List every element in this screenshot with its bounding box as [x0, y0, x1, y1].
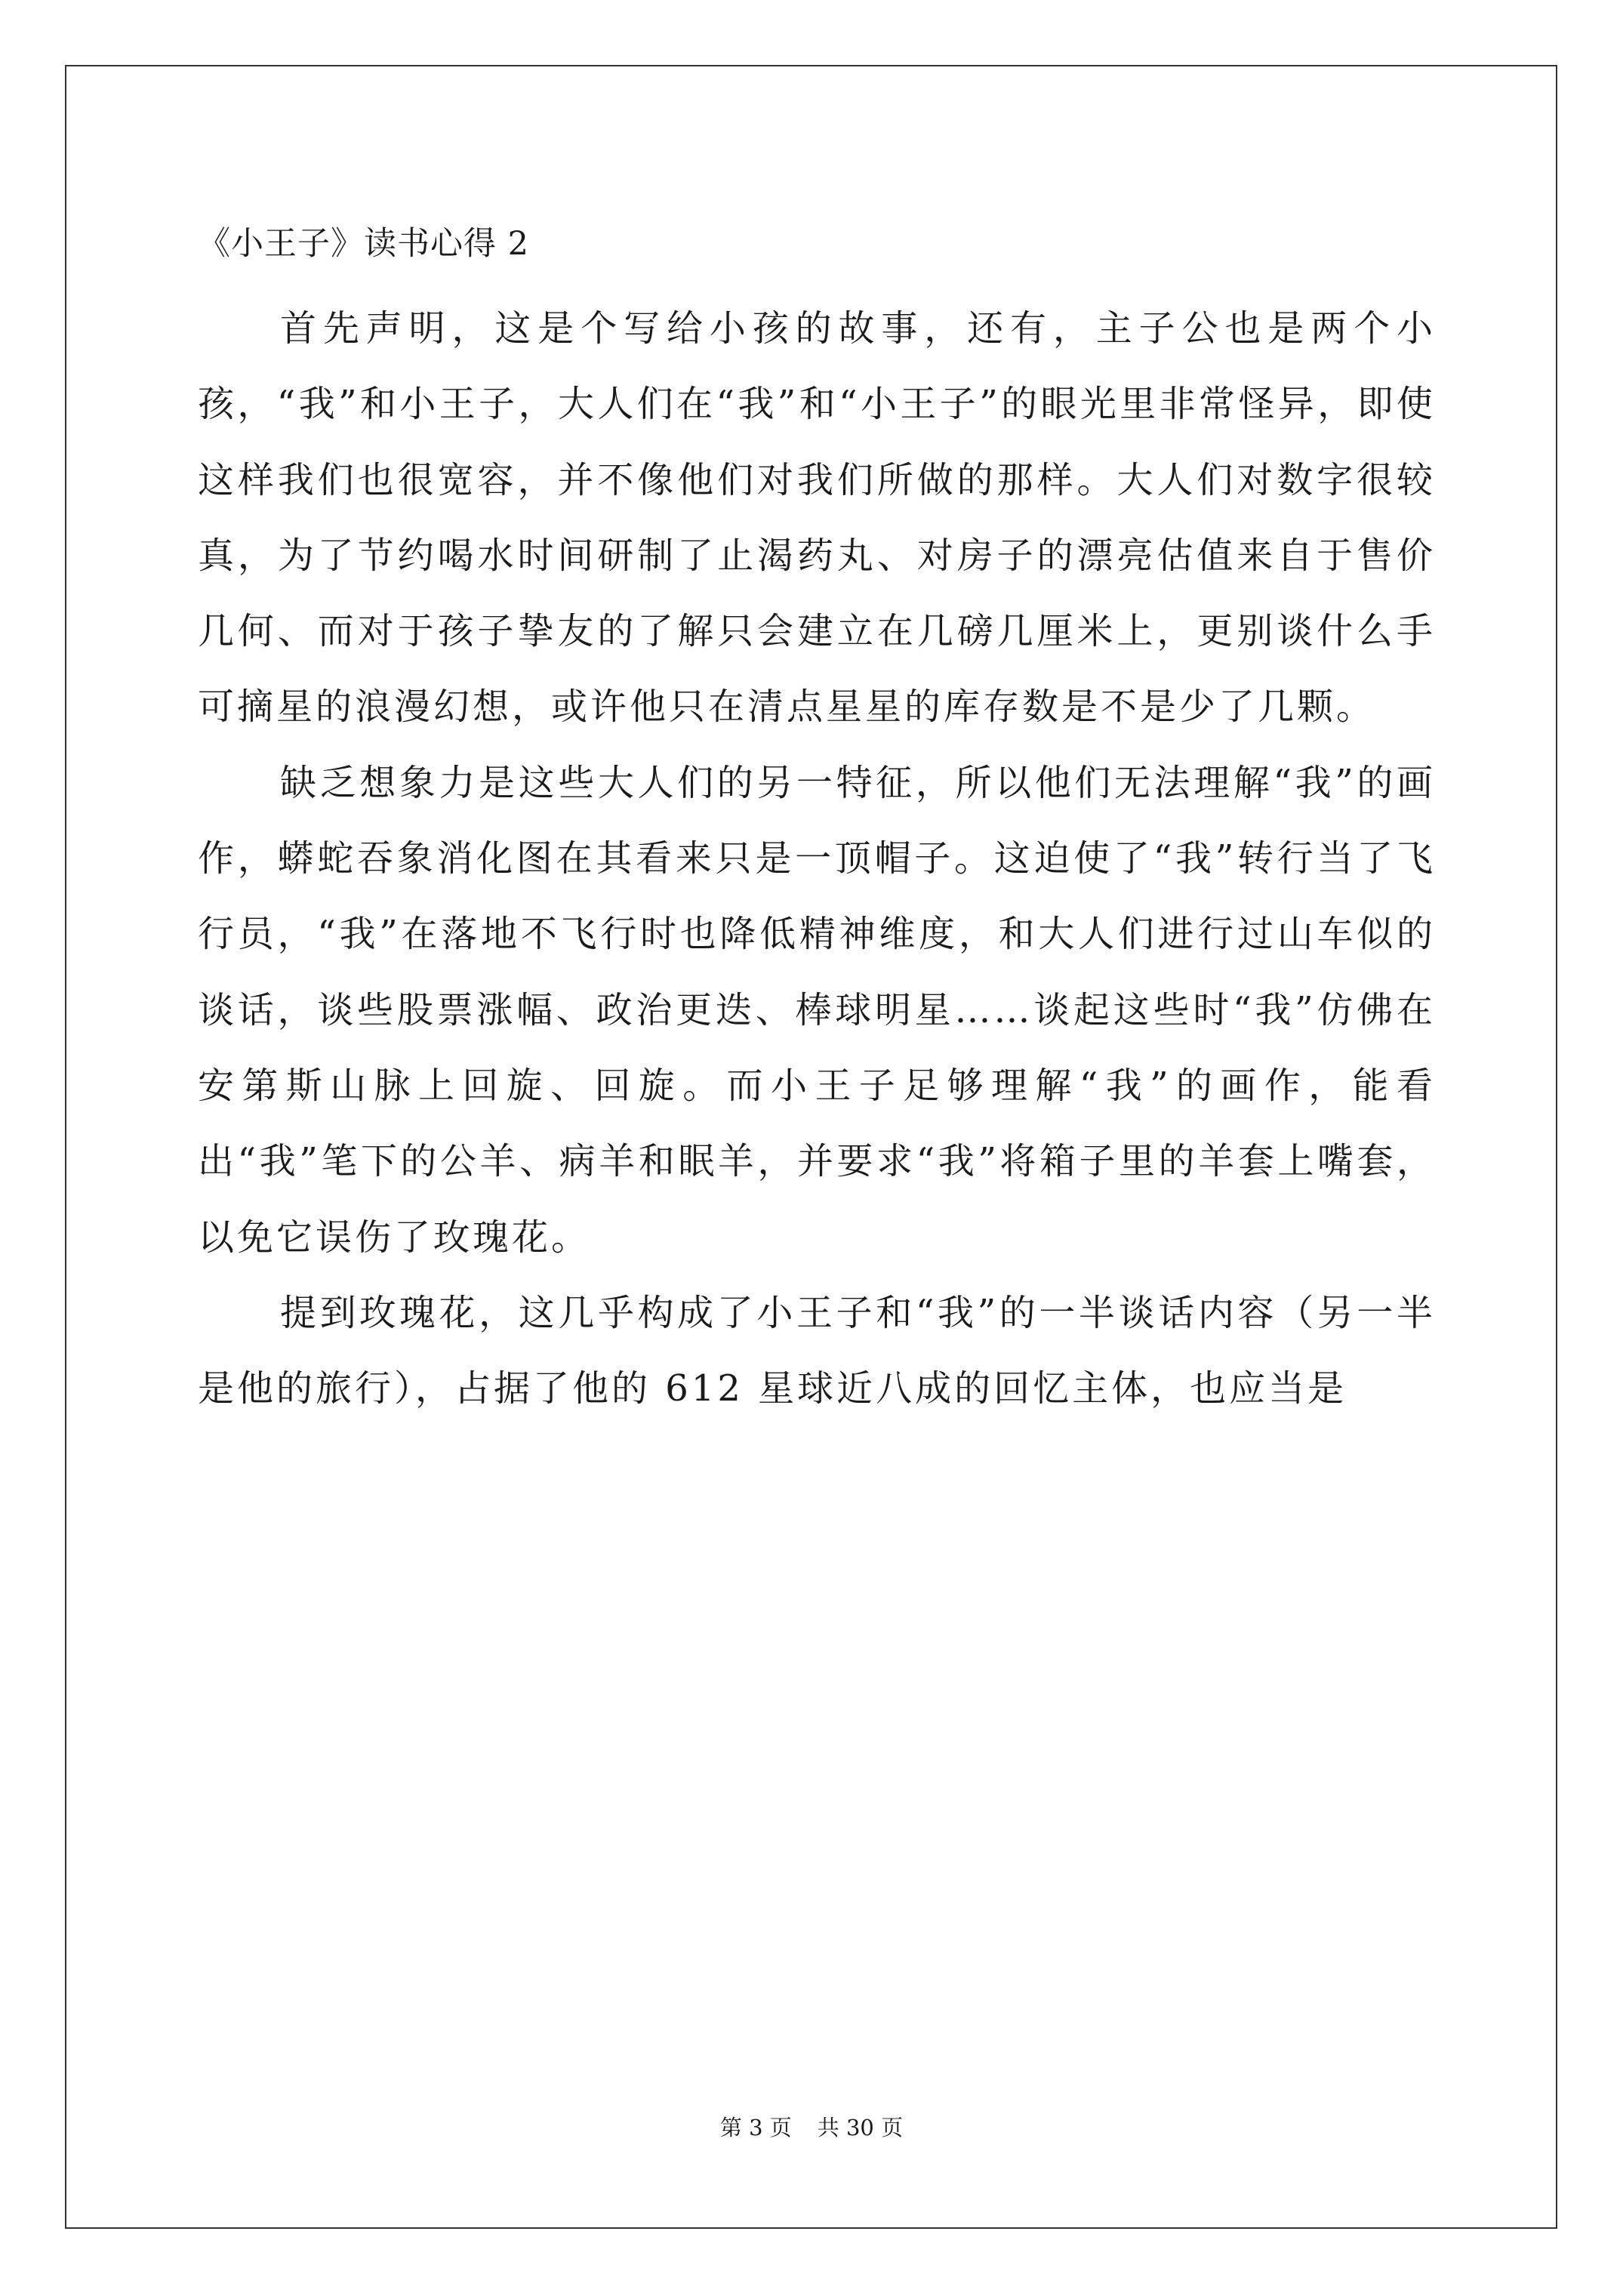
paragraph-1: 首先声明，这是个写给小孩的故事，还有，主子公也是两个小孩，“我”和小王子，大人们在“我”和“小王子”的眼光里非常怪异，即使这样我们也很宽容，并不像他们对我们所做的那样。大人们对数字很较真，为了节约喝水时间研制了止渴药丸、对房子的漂亮估值来自于售价几何、而对于孩子挚友的了解只会建立在几磅几厘米上，更别谈什么手可摘星的浪漫幻想，或许他只在清点星星的库存数是不是少了几颗。 — [198, 307, 1436, 729]
page-footer — [0, 2113, 1623, 2143]
document-title: 《小王子》读书心得 2 — [198, 225, 530, 263]
document-body — [198, 291, 1436, 1426]
paragraph-2: 缺乏想象力是这些大人们的另一特征，所以他们无法理解“我”的画作，蟒蛇吞象消化图在其看来只是一顶帽子。这迫使了“我”转行当了飞行员，“我”在落地不飞行时也降低精神维度，和大人们进行过山车似的谈话，谈些股票涨幅、政治更迭、棒球明星……谈起这些时“我”仿佛在安第斯山脉上回旋、回旋。而小王子足够理解“我”的画作，能看出“我”笔下的公羊、病羊和眠羊，并要求“我”将箱子里的羊套上嘴套，以免它误伤了玫瑰花。 — [198, 761, 1436, 1259]
page-number: 第 3 页 — [719, 2115, 792, 2140]
page-total: 共 30 页 — [817, 2115, 904, 2140]
paragraph-3: 提到玫瑰花，这几乎构成了小王子和“我”的一半谈话内容（另一半是他的旅行），占据了他的 612 星球近八成的回忆主体，也应当是 — [198, 1291, 1436, 1410]
